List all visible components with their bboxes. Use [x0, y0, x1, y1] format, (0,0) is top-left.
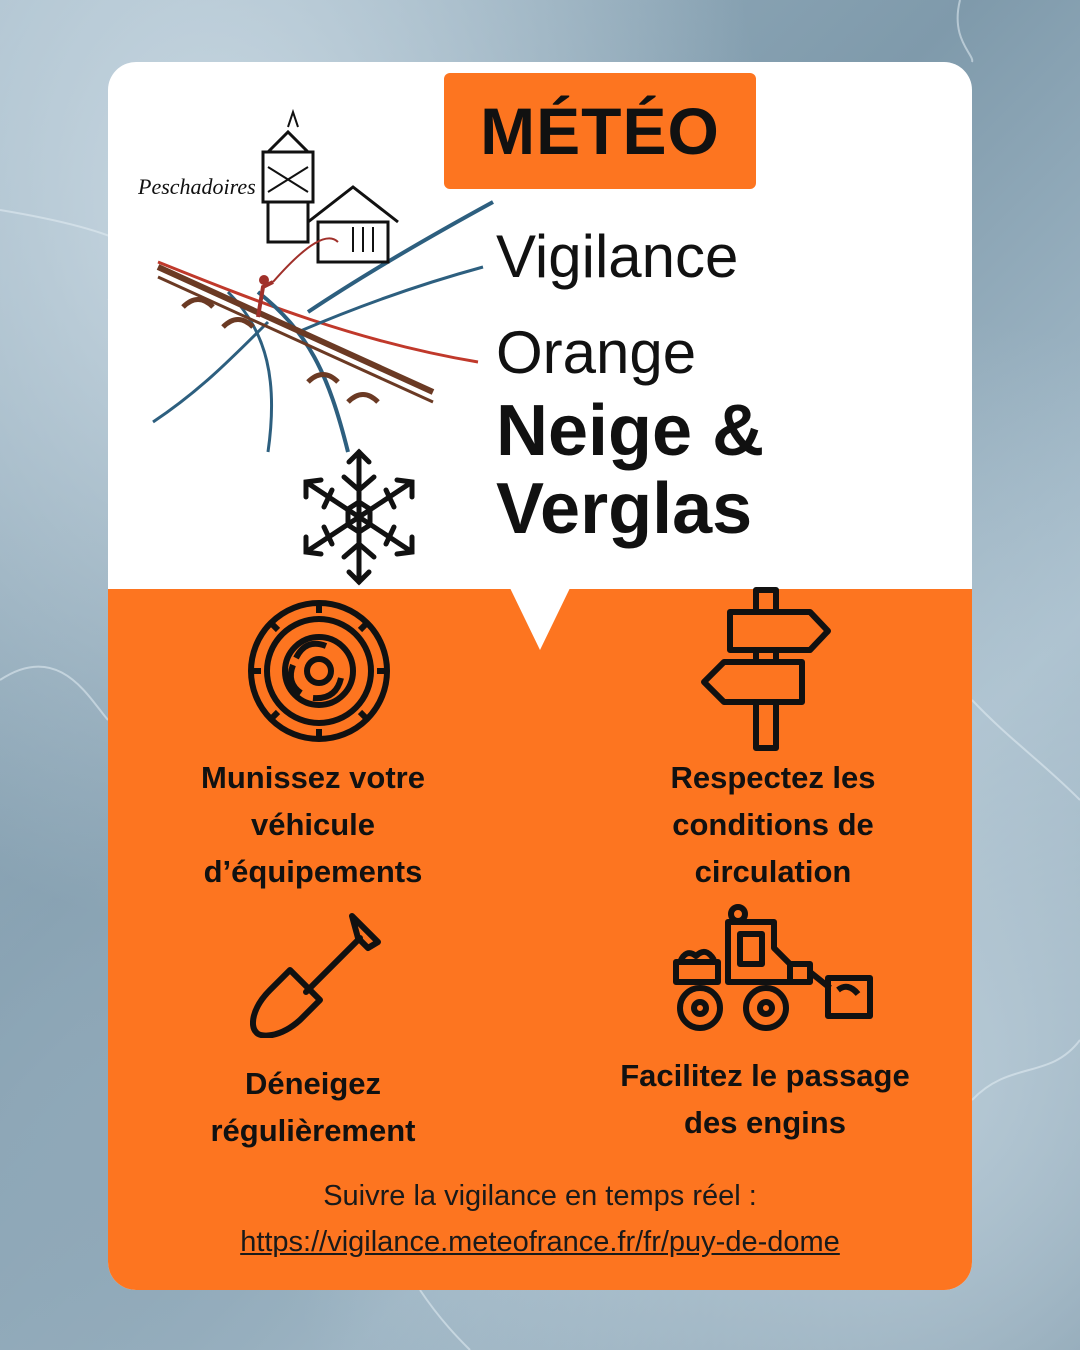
- footer-link-wrap: [108, 1226, 972, 1259]
- snowplow-icon: [670, 904, 876, 1032]
- shovel-icon: [250, 908, 386, 1038]
- speech-notch: [510, 588, 570, 650]
- snowflake-icon: [294, 442, 424, 592]
- title-verglas: Verglas: [496, 469, 753, 549]
- title-orange: Orange: [496, 319, 697, 386]
- title-vigilance: Vigilance: [496, 223, 739, 290]
- tip-conditions-label: Respectez les conditions de circulation: [670, 760, 876, 889]
- logo-text: Peschadoires: [138, 174, 256, 199]
- footer-text: Suivre la vigilance en temps réel :: [323, 1180, 757, 1212]
- meteo-badge: MÉTÉO: [444, 73, 756, 189]
- tip-vehicles-label: Facilitez le passage des engins: [620, 1058, 910, 1140]
- tire-icon: [246, 598, 392, 744]
- title-neige: Neige &: [496, 391, 765, 471]
- alert-card: [108, 62, 972, 1290]
- meteofrance-link[interactable]: https://vigilance.meteofrance.fr/fr/puy-de-dome: [240, 1226, 840, 1258]
- signpost-icon: [698, 586, 834, 752]
- tip-equipment-label: Munissez votre véhicule d’équipements: [201, 760, 425, 889]
- tip-clear-snow-label: Déneigez régulièrement: [210, 1066, 416, 1148]
- title-neige-verglas: [496, 392, 764, 548]
